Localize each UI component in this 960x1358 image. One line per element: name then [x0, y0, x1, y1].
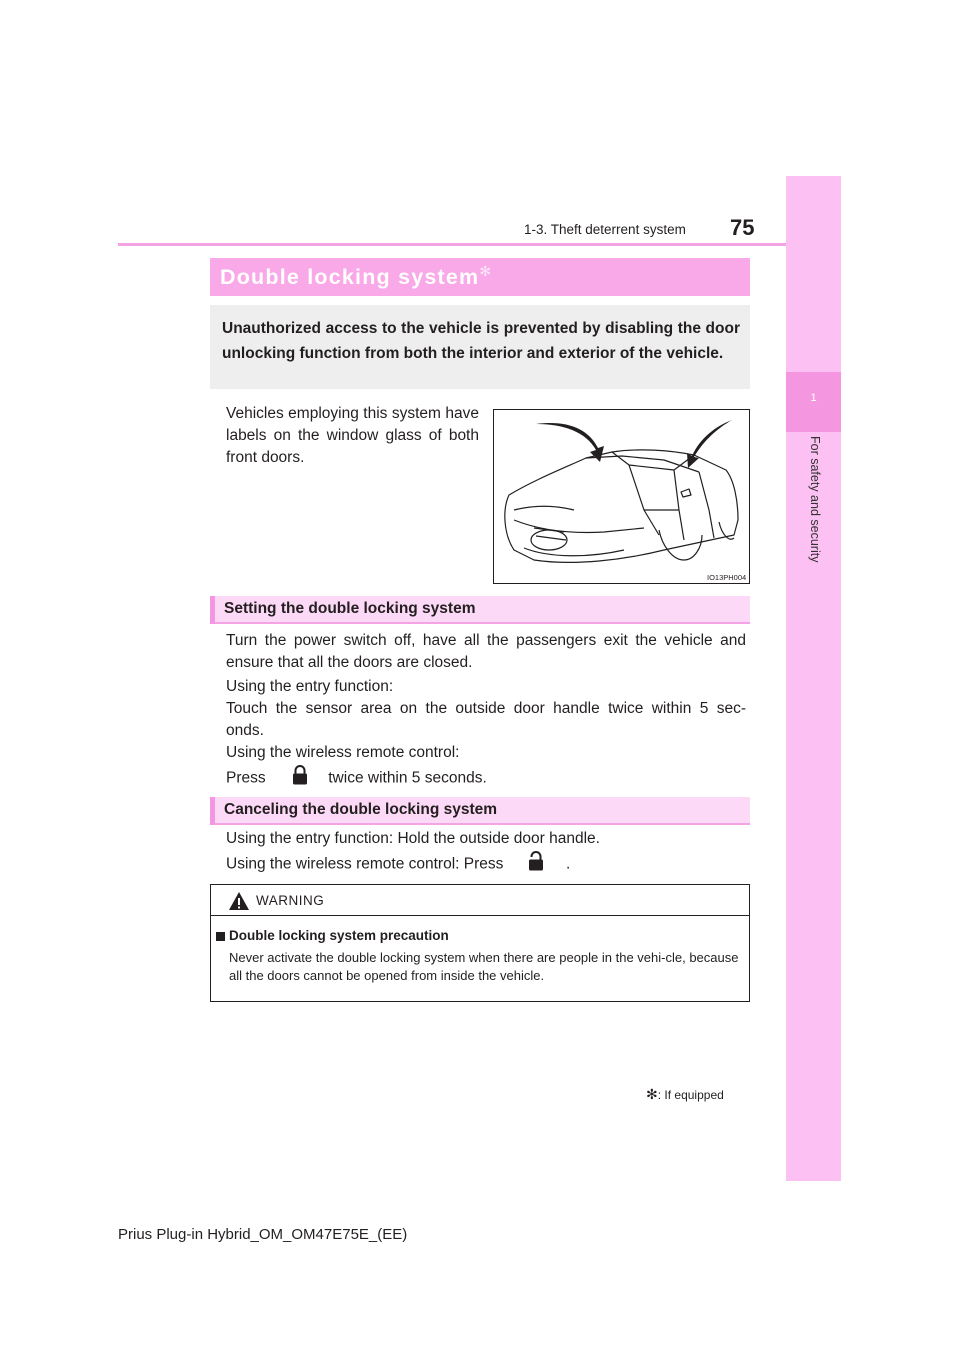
warning-label: WARNING: [256, 893, 325, 908]
setting-remote-label: Using the wireless remote control:: [226, 744, 460, 761]
side-tab-chapter-number: 1: [810, 392, 817, 404]
warning-box: [210, 884, 750, 1002]
lock-icon: [292, 764, 308, 793]
warning-header: [211, 885, 749, 916]
intro-box: [210, 305, 750, 389]
header-rule: [118, 243, 841, 246]
subhead-accent-bar: [210, 797, 215, 825]
footnote-mark: ✻: [646, 1086, 658, 1102]
footer-manual-id: Prius Plug-in Hybrid_OM_OM47E75E_(EE): [118, 1226, 408, 1243]
setting-entry-text-cont: onds.: [226, 722, 264, 739]
setting-remote-text: [226, 764, 746, 793]
car-illustration: [493, 409, 750, 584]
cancel-remote-text: [226, 850, 746, 879]
side-tab-label: For safety and security: [808, 436, 822, 563]
cancel-heading: [210, 797, 750, 825]
car-with-label-arrows-icon: [494, 410, 749, 583]
footnote-text: : If equipped: [657, 1088, 724, 1102]
cancel-heading-text: Canceling the double locking system: [224, 801, 498, 818]
setting-heading-text: Setting the double locking system: [224, 600, 476, 617]
subhead-accent-bar: [210, 596, 215, 624]
page-number: 75: [730, 215, 755, 240]
setting-entry-label: Using the entry function:: [226, 678, 394, 695]
intro-text: Unauthorized access to the vehicle is prevented by disabling the door unlocking function from both the interior and exterior of the vehicle.: [222, 320, 740, 362]
twice-text: twice within 5 seconds.: [328, 769, 487, 787]
warning-triangle-icon: [228, 891, 250, 911]
setting-step-1: Turn the power switch off, have all the passengers exit the vehicle and ensure that all the doors are closed.: [226, 632, 746, 671]
page-title-text: Double locking system: [220, 265, 480, 290]
cancel-period: .: [566, 855, 571, 873]
warning-item-body: Never activate the double locking system when there are people in the vehi-cle, because all the doors cannot be opened from inside the vehicle.: [229, 950, 739, 983]
page-title: [220, 263, 492, 290]
setting-entry-text: Touch the sensor area on the outside door handle twice within 5 sec-: [226, 700, 746, 717]
title-bar: [210, 258, 750, 296]
press-label: Press: [226, 769, 266, 787]
illustration-code: IO13PH004: [707, 573, 747, 582]
warning-item-title: Double locking system precaution: [229, 928, 449, 943]
section-title: 1-3. Theft deterrent system: [524, 222, 686, 237]
side-tab: [786, 176, 841, 1181]
vehicle-label-text: Vehicles employing this system have labels on the window glass of both front doors.: [226, 405, 479, 466]
cancel-remote-label: Using the wireless remote control: Press: [226, 855, 504, 873]
unlock-icon: [528, 850, 544, 879]
if-equipped-mark: ✻: [479, 263, 493, 279]
cancel-entry-text: Using the entry function: Hold the outside door handle.: [226, 830, 600, 847]
setting-heading: [210, 596, 750, 624]
footnote: [646, 1086, 724, 1103]
bullet-square-icon: [216, 932, 225, 941]
